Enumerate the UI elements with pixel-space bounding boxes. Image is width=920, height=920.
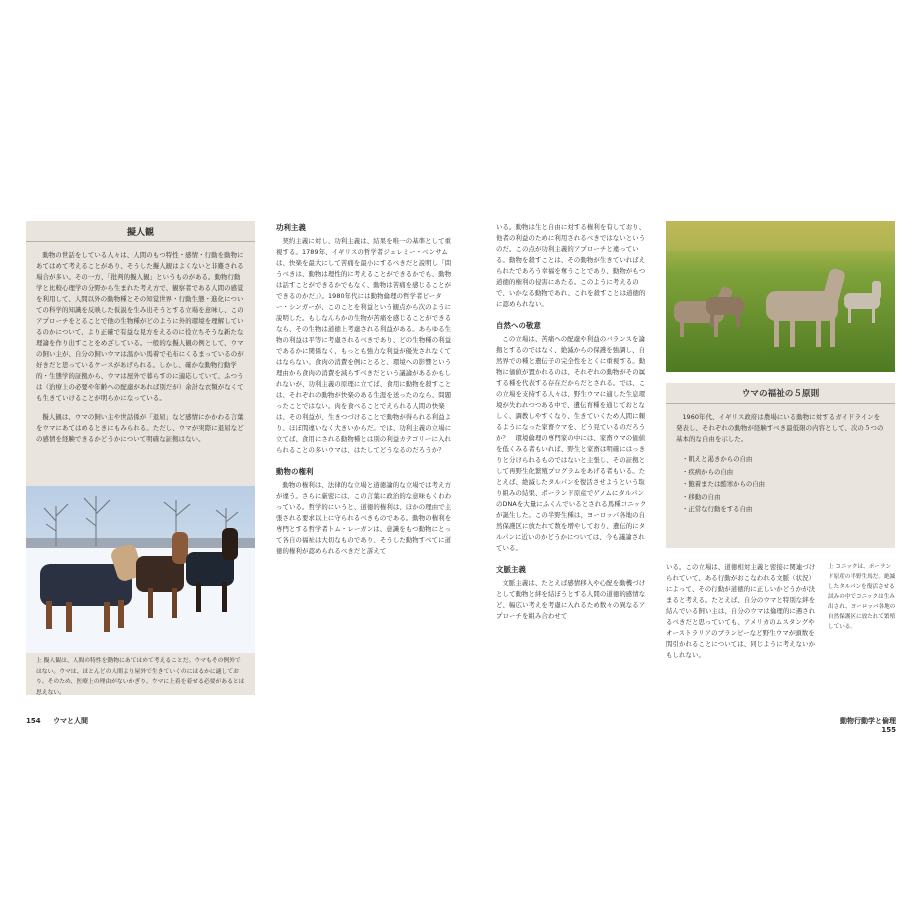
body-paragraph: 契約主義に対し、功利主義は、結果を唯一の基準として重視する。1789年、イギリスの哲学者ジェレミー・ベンサムは、快楽を最大にして苦痛を最小にするべきだと説明し「問うべきは、動物は理性的に考えることができるかでも、動物は話すことができるかでもなく、動物は苦痛を感じることができるのかだ」）。1980年代には動物倫理の哲学者ピーター・シンガーが、このことを利益という観点から次のように説明した。もしなんらかの生物が苦痛を感じることができるなら、その生物は道徳上考慮される利益がある。あらゆる生物の利益は平等に考慮されるべきであり、どの生物種の利益であるかに関係なく、もっとも強力な利益が優先されなくてはならない。食肉の消費を例にとると、環境への影響という理由から食肉の消費を減らすべきだという議論があるかもしれないが、功利主義の原理に立てば、食用に動物を殺すことは、それぞれの動物が快楽のある生涯を送ったのなら、問題ったことではない。肉を食べることでえられる人間の快楽は、その利益が、生きつづけることで動物が得られる利益より、ほぼ間違いなく大きいからだ。では、功利主義の立場に立てば、食用にされる動物種とは別の利益カテゴリーに入れられることの多いウマは、はたしてどうなるのだろうか？ xyxy=(276,237,452,454)
konik-horses-photo xyxy=(666,221,895,372)
freedom-item: ・正常な行動をする自由 xyxy=(682,505,753,513)
body-paragraph: 文脈主義は、たとえば感情移入や心配を動機づけとして動物と絆を結ぼうとする人間の道徳的感情など、幅広い考えを考慮に入れるため数々の異なるアプローチを組み合わせて xyxy=(496,579,646,620)
right-body-column-2 xyxy=(666,562,818,661)
five-freedoms-box xyxy=(666,383,895,548)
section-heading: 功利主義 xyxy=(276,223,306,232)
box-title: ウマの福祉の５原則 xyxy=(741,389,820,399)
photo-caption: 上 コニックは、ポーランド原産の半野生馬だ。絶滅したタルパンを復活させる試みの中でコニックは生み出され、ヨーロッパ各地の自然保護区に放たれて繁殖している。 xyxy=(828,564,896,630)
left-folio xyxy=(26,716,88,726)
freedom-item: ・飽着または酷寒からの自由 xyxy=(682,480,766,488)
photo-caption: 上 擬人観は、人間の特性を動物にあてはめて考えることだ。ウマもその例外ではない。ウマは、ほとんどの人間より屋外で生きていくのにはるかに適しており、そのため、医療上の理由がないかぎり、ウマに上着を着せる必要があるとは思えない。 xyxy=(36,658,245,696)
sidebar-paragraph: 擬人観は、ウマの飼い主や世話係が「退屈」など感情にかかわる言葉をウマにあてはめるときにもみられる。ただし、ウマが実際に退屈などの感情を経験できるかどうかについて明確な証拠はない。 xyxy=(36,413,244,443)
body-paragraph: いる。動物は生と自由に対する権利を有しており、他者の利益のために利用されるべきではないというのだ。この点が功利主義的アプローチと違っている。動物を殺すことは、その動物が生きていればえられたであろう幸福を奪うことであり、動物がもつ道徳的権利の侵害にあたる。このように考えるので、いかなる動物であれ、これを殺すことは道徳的に認められない。 xyxy=(496,223,646,308)
left-body-column xyxy=(276,222,454,557)
chapter-title: 動物行動学と倫理 xyxy=(840,717,896,725)
section-heading: 動物の権利 xyxy=(276,467,314,476)
freedoms-list xyxy=(682,453,895,516)
freedom-item: ・移動の自由 xyxy=(682,492,721,501)
page-number: 155 xyxy=(881,726,896,734)
box-intro: 1960年代、イギリス政府は農場にいる動物に対するガイドラインを発表し、それぞれの動物が経験すべき最低限の内容として、次の５つの基本的な自由を示した。 xyxy=(676,413,884,443)
section-heading: 自然への敬意 xyxy=(496,321,541,330)
sidebar-paragraph: 動物の世話をしている人々は、人間のもつ特性・感情・行動を動物にあてはめて考えることがあり、そうした擬人観はよくないと非難される場合が多い。その一方、「批判的擬人観」というものがある。動物行動学と比較心理学の分野から生まれた考え方で、観察者である人間の感覚を利用して、人間以外の動物種とその知覚世界・行動生態・進化についての科学的知識を反映した仮説を生み出そうとする立場を意味し、このアプローチをとることで他の生物種がどのように外的環境を理解しているのかについて、より正確で有益な見方をえるのに役立ちそうな新たな理論を作り出すことをめざしている。一般的な擬人観の例として、ウマの飼い主が、自分の飼いウマは温かい馬着で毛布にくるまっているのが好きだと思っているケースがあげられる。しかし、確かな動物行動学的・生態学的証拠から、ウマは屋外で暮らすのに適応していて、ふつうは（治療上の必要や年齢への配慮があれば別だが）余計な衣類がなくても生きていけることが明らかになっている。 xyxy=(36,251,244,402)
body-paragraph: いる。この立場は、道徳相対主義と密接に関連づけられていて、ある行動がおこなわれる文脈（状況）によって、その行動が道徳的に正しいかどうかが決まると考える。たとえば、自分のウマと特別な絆を結んでいる飼い主は、自分のウマは倫理的に遇されるべきだと思っていても、アメリカのムスタングやオーストラリアのブランビーなど野生ウマが頭数を間引かれることについては、同じように考えないかもしれない。 xyxy=(666,563,816,659)
page-number: 154 xyxy=(26,717,41,725)
chapter-title: ウマと人間 xyxy=(53,717,89,725)
right-body-column xyxy=(496,222,648,622)
section-heading: 文脈主義 xyxy=(496,565,526,574)
right-folio xyxy=(820,716,896,734)
body-paragraph: この立場は、苦痛への配慮や利益のバランスを論拠とするのではなく、絶滅からの保護を強調し、自然界での種と遺伝子の完全性をとくに重視する。動物に価値が置かれるのは、それぞれの動物がその属する種を代表する存在だからだとされる。では、この立場を支持する人々は、野生ウマに適した生息環境が失われつつある中で、遺伝育種を通じておとなしく、調教しやすくなり、生きていくため人間に頼るようになった家畜ウマを、どう見ているのだろうか？ 環境倫理の専門家の中には、家畜ウマの価値を低くみる者もいれば、野生と家畜は明確にはっきりと分けられるものではないと主張し、その証拠として再野生化繁殖プログラムをあげる者もいる。たとえば、絶滅したタルパンを復活させようという取り組みの結果、ポーランド原産でゲノムにタルパンのDNAを大量にふくんでいるとされる馬種コニックが誕生した。この半野生種は、ヨーロッパ各地の自然保護区に放たれて数を増やしており、遺伝的にタルパンに近いのかどうかについては、今も議論されている。 xyxy=(496,335,647,552)
sidebar-title: 擬人観 xyxy=(126,227,154,238)
freedom-item: ・飢えと渇きからの自由 xyxy=(682,455,753,463)
horses-in-snow-photo xyxy=(26,486,255,653)
body-paragraph: 動物の権利は、法律的な立場と道徳論的な立場では考え方が違う。さらに厳密には、この言葉に政治的な意味もくわわっている。哲学的にいうと、道徳的権利は、ほかの理由で主張される要求以上に守られるべきものである。動物の権利を専門とする哲学者トム・レーガンは、意識をもつ動物にとって各自の福祉は大切なものであり、そうした動物すべてに道徳的権利が認められるべきだと訴えて xyxy=(276,481,452,555)
box-title-bar xyxy=(666,383,895,404)
freedom-item: ・疾病からの自由 xyxy=(682,467,734,476)
sidebar-title-bar xyxy=(26,221,255,242)
